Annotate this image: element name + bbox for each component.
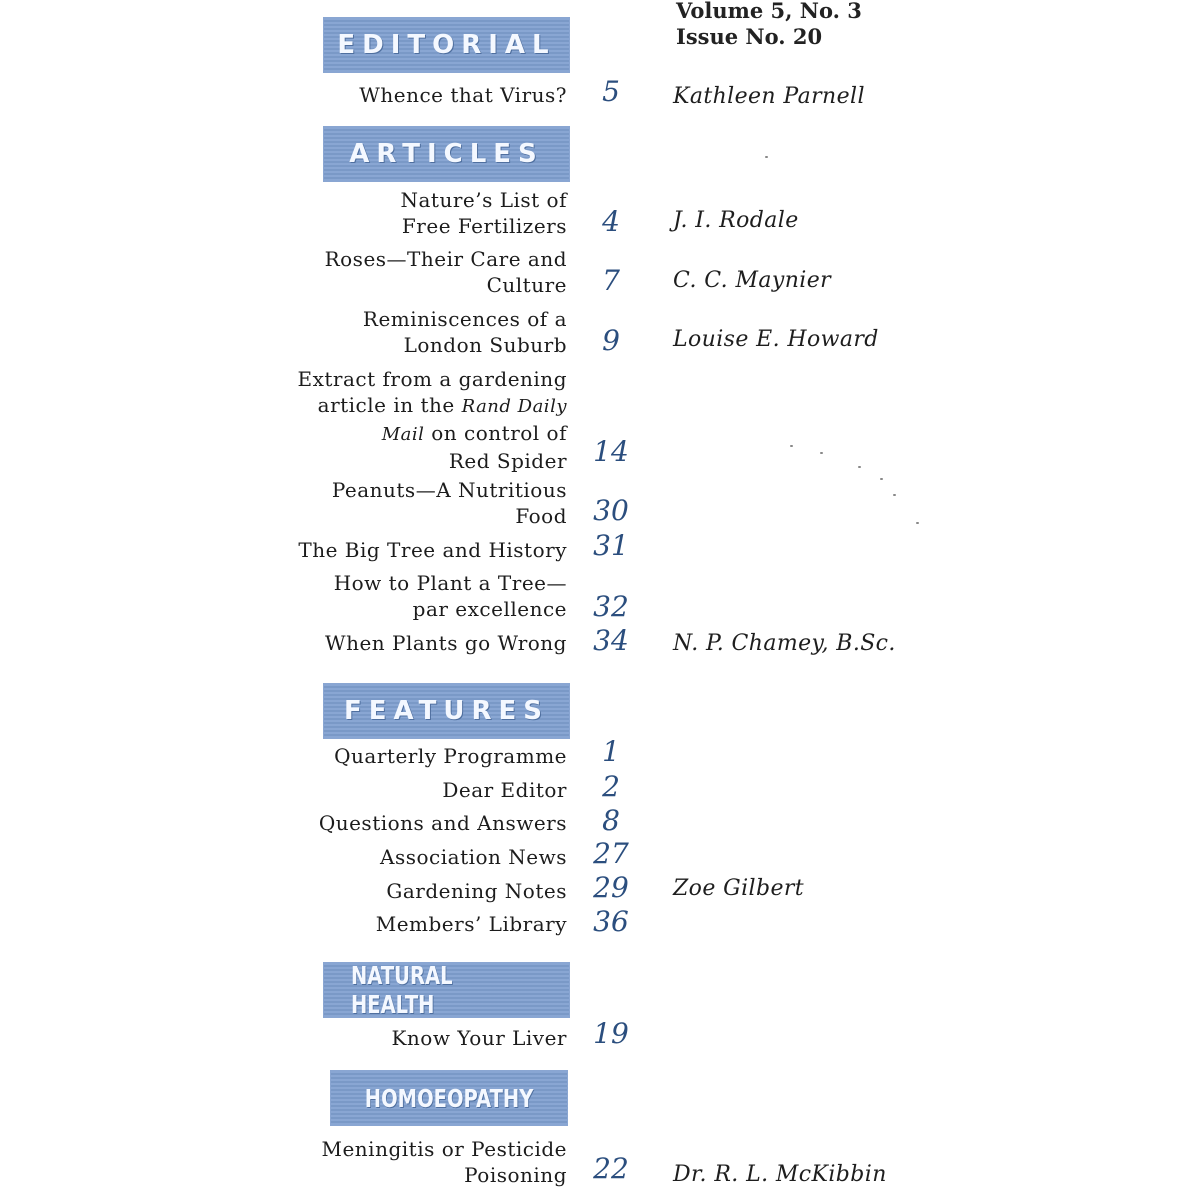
title-line bbox=[247, 420, 567, 448]
toc-entry-title: Dear Editor bbox=[442, 778, 567, 802]
paper-speck bbox=[790, 445, 793, 447]
toc-entry-page: 14 bbox=[593, 435, 629, 468]
toc-entry-page: 32 bbox=[593, 590, 629, 623]
toc-entry-page: 9 bbox=[602, 324, 620, 357]
toc-entry-page: 8 bbox=[602, 804, 620, 837]
paper-speck bbox=[880, 478, 883, 480]
toc-entry-author: Dr. R. L. McKibbin bbox=[673, 1162, 887, 1187]
toc-entry-page: 34 bbox=[593, 624, 629, 657]
toc-entry-page: 19 bbox=[593, 1017, 629, 1050]
publication-name: Mail bbox=[381, 424, 425, 445]
title-text: article in the bbox=[317, 393, 455, 417]
toc-entry-title: Association News bbox=[380, 845, 567, 869]
volume-number: Volume 5, No. 3 bbox=[676, 0, 862, 23]
toc-entry-author: N. P. Chamey, B.Sc. bbox=[673, 631, 896, 656]
title-line: London Suburb bbox=[403, 333, 567, 357]
toc-entry-title bbox=[247, 1136, 567, 1188]
title-line: par excellence bbox=[412, 597, 567, 621]
publication-name: Rand Daily bbox=[461, 396, 567, 417]
title-line: Peanuts—A Nutritious bbox=[331, 478, 567, 502]
issue-number: Issue No. 20 bbox=[676, 24, 823, 49]
toc-entry-title bbox=[247, 306, 567, 358]
toc-entry-author: Zoe Gilbert bbox=[673, 876, 805, 901]
section-heading-editorial: EDITORIAL bbox=[323, 17, 570, 73]
toc-entry-page: 2 bbox=[602, 770, 620, 803]
title-line: Poisoning bbox=[464, 1163, 567, 1187]
title-line: How to Plant a Tree— bbox=[333, 571, 567, 595]
heading-text: HOMOEOPATHY bbox=[364, 1083, 534, 1113]
toc-entry-page: 4 bbox=[602, 205, 620, 238]
toc-entry-title: Quarterly Programme bbox=[334, 744, 567, 768]
title-line: Culture bbox=[486, 273, 567, 297]
section-heading-homoeopathy bbox=[330, 1070, 568, 1126]
toc-entry-page: 31 bbox=[593, 529, 629, 562]
paper-speck bbox=[916, 522, 919, 524]
paper-speck bbox=[820, 452, 823, 454]
toc-entry-page: 36 bbox=[593, 905, 629, 938]
toc-entry-page: 27 bbox=[593, 837, 629, 870]
toc-entry-page: 1 bbox=[602, 735, 620, 768]
toc-entry-author: Kathleen Parnell bbox=[673, 84, 865, 109]
section-heading-articles: ARTICLES bbox=[323, 126, 570, 182]
toc-entry-page: 30 bbox=[593, 494, 629, 527]
title-line: Food bbox=[515, 504, 567, 528]
title-line: Reminiscences of a bbox=[362, 307, 567, 331]
heading-text: NATURAL HEALTH bbox=[350, 961, 453, 1019]
title-line: Free Fertilizers bbox=[401, 214, 567, 238]
toc-entry-author: J. I. Rodale bbox=[673, 208, 799, 233]
title-line bbox=[247, 392, 567, 420]
title-line: Nature’s List of bbox=[400, 188, 567, 212]
section-heading-natural-health bbox=[323, 962, 570, 1018]
toc-entry-page: 29 bbox=[593, 871, 629, 904]
toc-entry-page: 7 bbox=[602, 264, 620, 297]
toc-entry-title: Members’ Library bbox=[375, 912, 567, 936]
title-line: Meningitis or Pesticide bbox=[321, 1137, 567, 1161]
toc-entry-title: Know Your Liver bbox=[391, 1026, 567, 1050]
toc-entry-title: When Plants go Wrong bbox=[325, 631, 567, 655]
toc-entry-title: Questions and Answers bbox=[318, 811, 567, 835]
title-line: Extract from a gardening bbox=[297, 367, 567, 391]
title-line: Roses—Their Care and bbox=[324, 247, 567, 271]
toc-entry-author: C. C. Maynier bbox=[673, 268, 832, 293]
title-text: on control of bbox=[431, 421, 567, 445]
toc-entry-title bbox=[247, 477, 567, 529]
toc-entry-title: The Big Tree and History bbox=[298, 538, 567, 562]
toc-entry-title bbox=[247, 366, 567, 474]
section-heading-features: FEATURES bbox=[323, 683, 570, 739]
toc-entry-title bbox=[247, 570, 567, 622]
toc-entry-author: Louise E. Howard bbox=[673, 327, 879, 352]
toc-entry-title bbox=[247, 246, 567, 298]
title-line: Red Spider bbox=[448, 449, 567, 473]
toc-entry-page: 5 bbox=[602, 75, 620, 108]
toc-entry-title bbox=[247, 187, 567, 239]
paper-speck bbox=[893, 494, 896, 496]
toc-entry-page: 22 bbox=[593, 1152, 629, 1185]
paper-speck bbox=[858, 466, 861, 468]
paper-speck bbox=[765, 156, 768, 158]
toc-entry-title: Whence that Virus? bbox=[359, 83, 567, 107]
toc-entry-title: Gardening Notes bbox=[386, 879, 567, 903]
